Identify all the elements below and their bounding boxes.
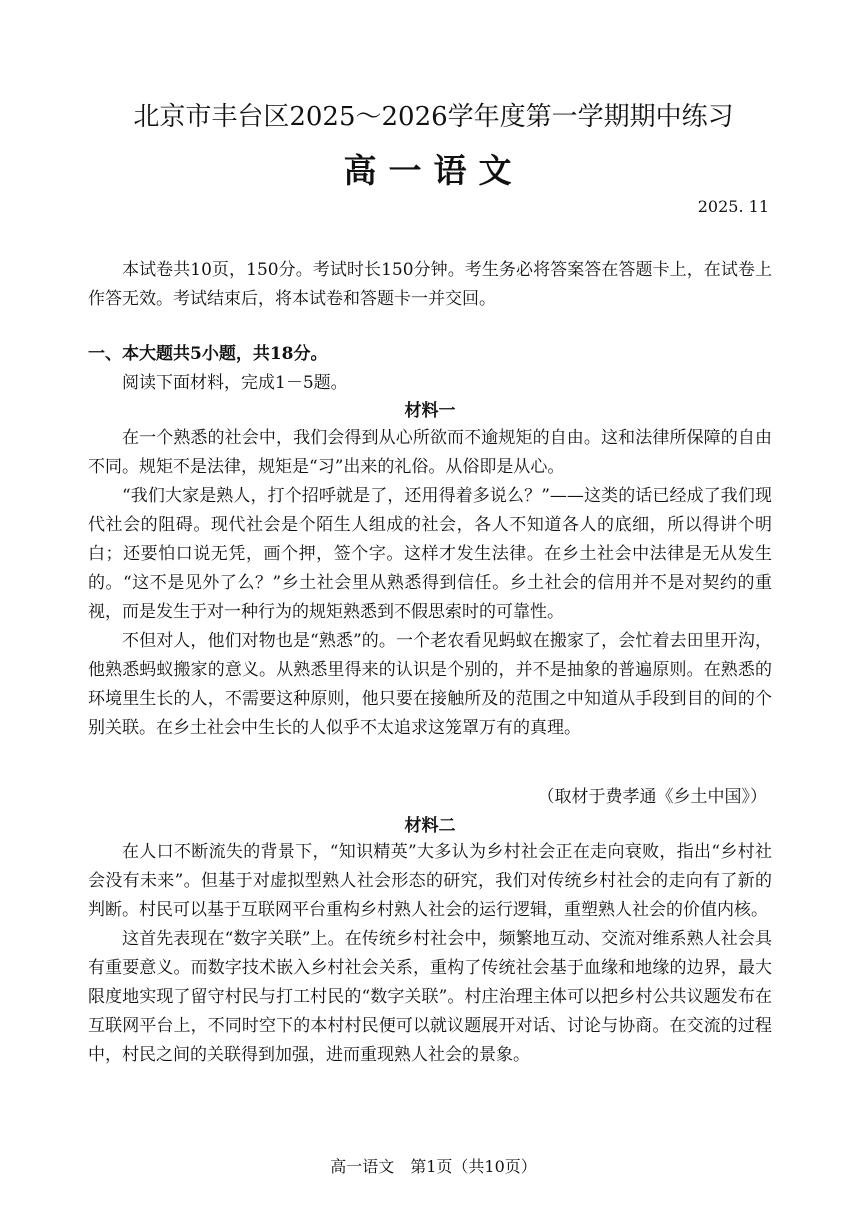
material-2-title: 材料二 bbox=[404, 816, 456, 836]
material-1-paragraph: 在一个熟悉的社会中，我们会得到从心所欲而不逾规矩的自由。这和法律所保障的自由不同。规矩不是法律，规矩是“习”出来的礼俗。从俗即是从心。 bbox=[88, 428, 772, 477]
page-footer: 高一语文 第1页（共10页） bbox=[330, 1157, 537, 1176]
instructions-text: 本试卷共10页，150分。考试时长150分钟。考生务必将答案答在答题卡上，在试卷上作答无效。考试结束后，将本试卷和答题卡一并交回。 bbox=[88, 260, 772, 309]
question-1-instruction: 阅读下面材料，完成1－5题。 bbox=[122, 373, 348, 393]
subject-title: 高一语文 bbox=[343, 151, 524, 190]
material-1-paragraph: 不但对人，他们对物也是“熟悉”的。一个老农看见蚂蚁在搬家了，会忙着去田里开沟，他熟悉蚂蚁搬家的意义。从熟悉里得来的认识是个别的，并不是抽象的普遍原则。在熟悉的环境里生长的人，不需要这种原则，他只要在接触所及的范围之中知道从手段到目的间的个别关联。在乡土社会中生长的人似乎不太追求这笼罩万有的真理。 bbox=[88, 631, 772, 738]
material-2-body bbox=[88, 838, 772, 1070]
exam-date: 2025. 11 bbox=[697, 197, 769, 216]
material-1-source: （取材于费孝通《乡土中国》） bbox=[537, 787, 767, 807]
material-2-paragraph: 这首先表现在“数字关联”上。在传统乡村社会中，频繁地互动、交流对维系熟人社会具有重要意义。而数字技术嵌入乡村社会关系，重构了传统社会基于血缘和地缘的边界，最大限度地实现了留守村民与打工村民的“数字关联”。村庄治理主体可以把乡村公共议题发布在互联网平台上，不同时空下的本村村民便可以就议题展开对话、讨论与协商。在交流的过程中，村民之间的关联得到加强，进而重现熟人社会的景象。 bbox=[88, 929, 772, 1065]
material-2-paragraph: 在人口不断流失的背景下，“知识精英”大多认为乡村社会正在走向衰败，指出“乡村社会没有未来”。但基于对虚拟型熟人社会形态的研究，我们对传统乡村社会的走向有了新的判断。村民可以基于互联网平台重构乡村熟人社会的运行逻辑，重塑熟人社会的价值内核。 bbox=[88, 842, 772, 920]
material-1-body bbox=[88, 424, 772, 743]
exam-instructions bbox=[88, 256, 772, 314]
material-1-paragraph: “我们大家是熟人，打个招呼就是了，还用得着多说么？”——这类的话已经成了我们现代社会的阻碍。现代社会是个陌生人组成的社会，各人不知道各人的底细，所以得讲个明白；还要怕口说无凭，画个押，签个字。这样才发生法律。在乡土社会中法律是无从发生的。“这不是见外了么？”乡土社会里从熟悉得到信任。乡土社会的信用并不是对契约的重视，而是发生于对一种行为的规矩熟悉到不假思索时的可靠性。 bbox=[88, 486, 772, 622]
question-1-heading: 一、本大题共5小题，共18分。 bbox=[88, 344, 328, 364]
exam-title: 北京市丰台区2025～2026学年度第一学期期中练习 bbox=[133, 102, 734, 132]
material-1-title: 材料一 bbox=[404, 401, 456, 421]
